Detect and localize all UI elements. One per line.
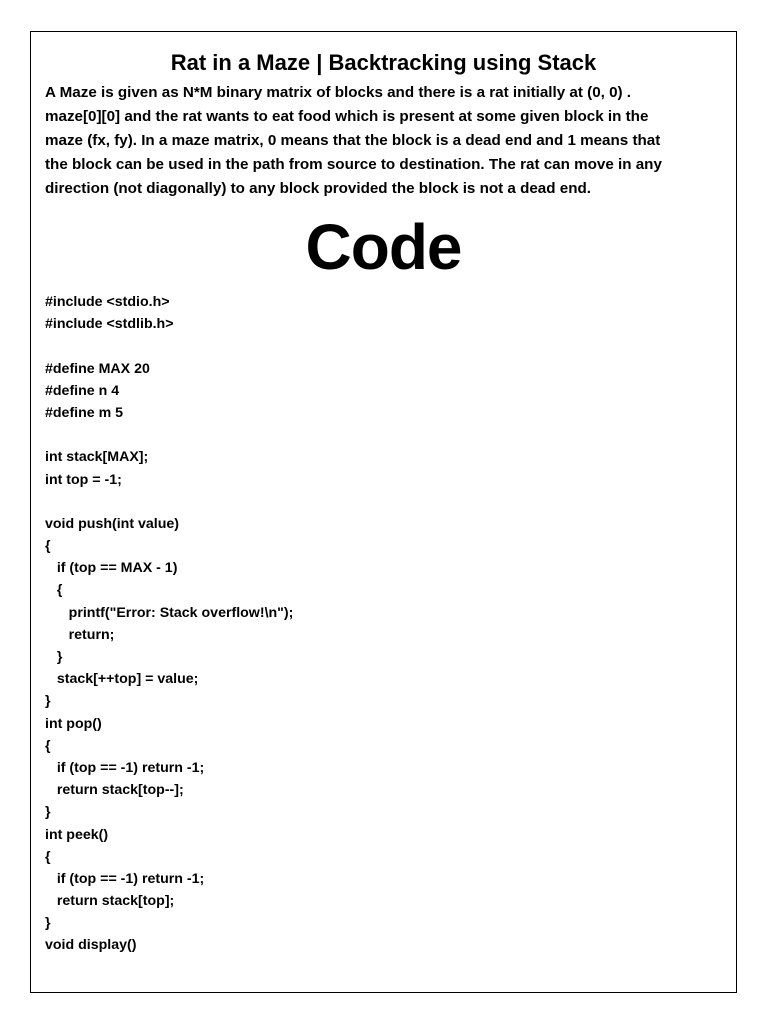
code-line: int stack[MAX]; [45,449,149,466]
code-line: int pop() [45,715,102,732]
intro-paragraph [45,81,725,201]
code-line: if (top == -1) return -1; [45,870,205,887]
code-line: { [45,737,51,754]
code-line: int top = -1; [45,471,122,488]
intro-line: direction (not diagonally) to any block provided the block is not a dead end. [45,180,591,197]
code-line [45,491,725,513]
code-line: void display() [45,937,137,954]
code-line: return; [45,626,115,643]
code-heading: Code [305,211,462,283]
intro-line: A Maze is given as N*M binary matrix of blocks and there is a rat initially at (0, 0) . [45,84,632,101]
document-title: Rat in a Maze | Backtracking using Stack [170,50,597,75]
intro-line: the block can be used in the path from source to destination. The rat can move in any [45,156,662,173]
code-line: if (top == -1) return -1; [45,759,205,776]
intro-line: maze (fx, fy). In a maze matrix, 0 means that the block is a dead end and 1 means that [45,132,661,149]
code-block [45,291,725,957]
code-line [45,424,725,446]
code-line: #define MAX 20 [45,360,150,377]
code-line: } [45,693,51,710]
code-line: { [45,538,51,555]
code-line: return stack[top--]; [45,782,184,799]
code-line [45,335,725,357]
intro-line: maze[0][0] and the rat wants to eat food which is present at some given block in the [45,108,649,125]
code-line: #define n 4 [45,382,120,399]
code-line: #include <stdio.h> [45,294,170,310]
code-line: stack[++top] = value; [45,671,199,688]
document-page [30,31,737,993]
code-line: void push(int value) [45,515,179,532]
code-line: { [45,582,63,599]
code-line: } [45,804,51,821]
code-line: } [45,649,63,665]
code-line: printf("Error: Stack overflow!\n"); [45,604,294,621]
code-line: #include <stdlib.h> [45,316,174,333]
code-line: if (top == MAX - 1) [45,560,178,577]
code-line: int peek() [45,826,109,843]
code-line: { [45,848,51,865]
code-line: #define m 5 [45,404,124,421]
code-line: return stack[top]; [45,893,175,910]
code-line: } [45,915,51,932]
